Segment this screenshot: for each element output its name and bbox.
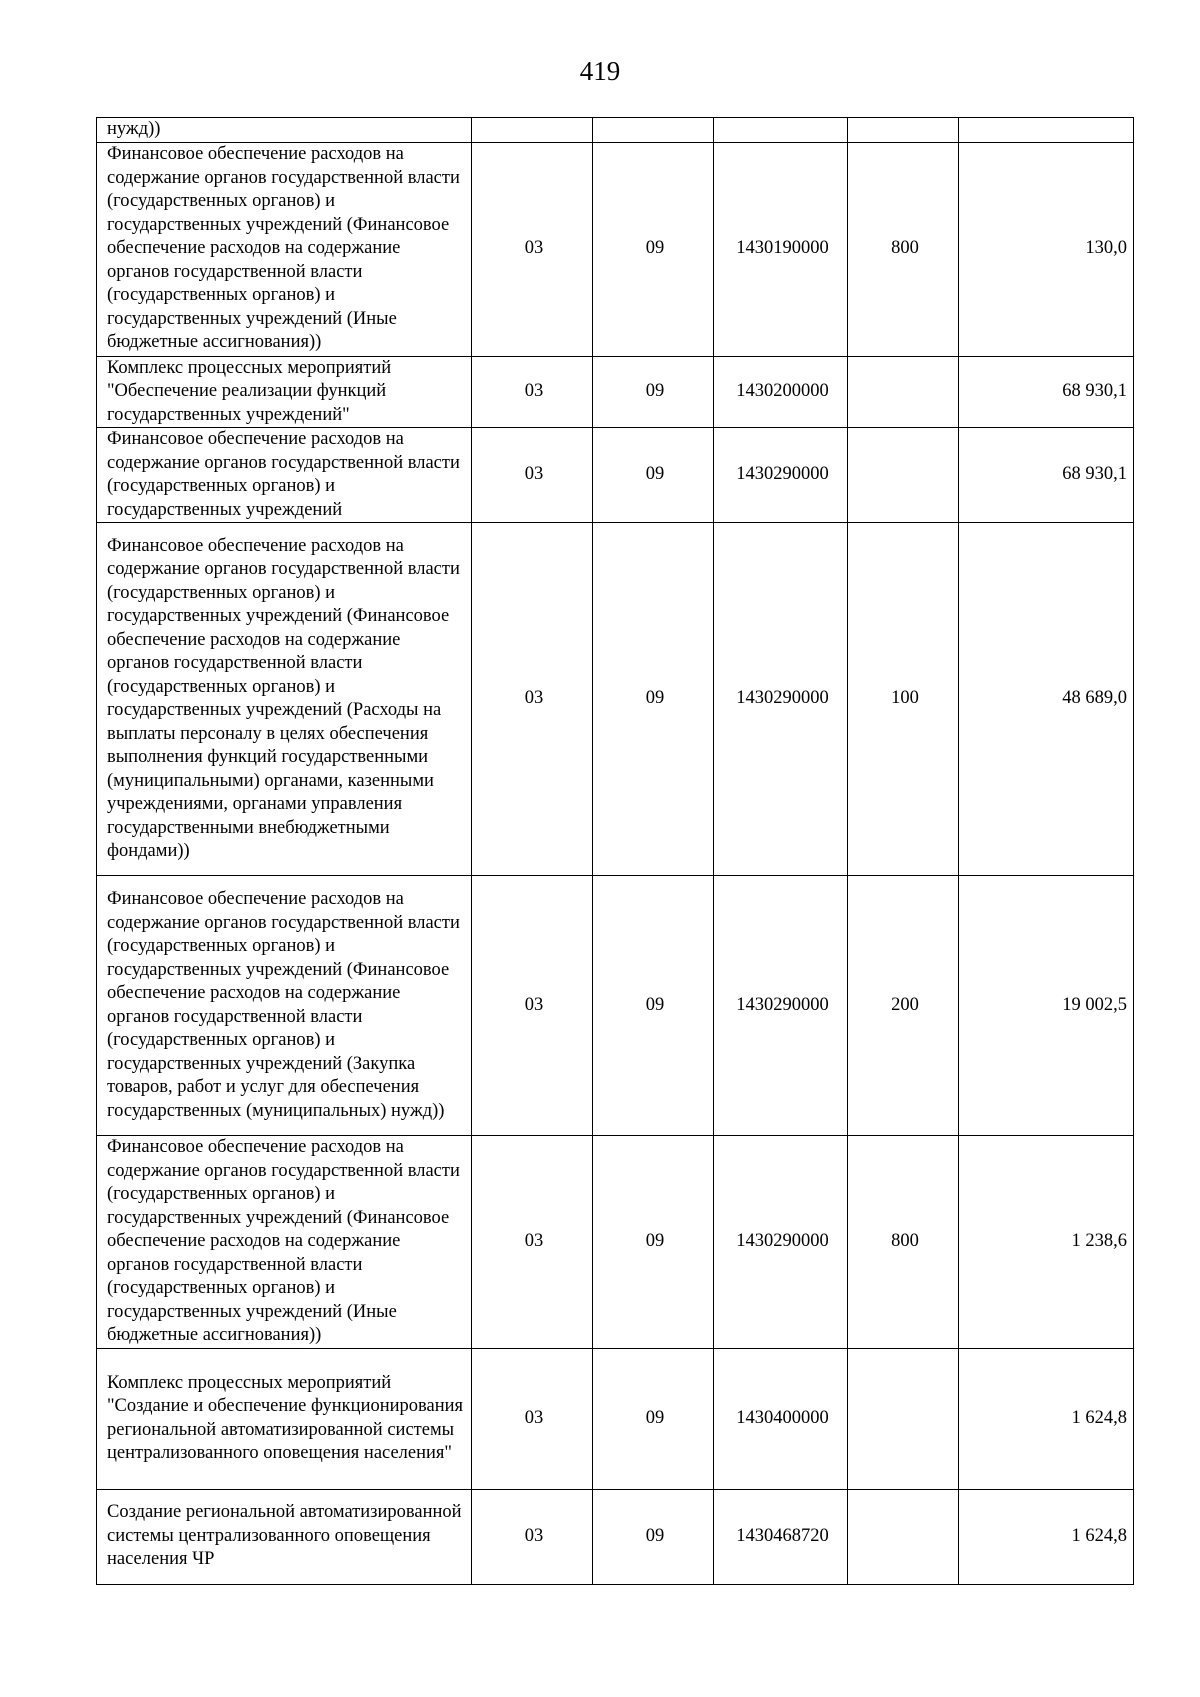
cell-amount: 48 689,0 xyxy=(959,523,1134,876)
cell-target: 1430290000 xyxy=(714,1136,848,1349)
cell-amount: 19 002,5 xyxy=(959,876,1134,1136)
cell-section: 03 xyxy=(472,876,593,1136)
cell-target: 1430290000 xyxy=(714,876,848,1136)
cell-section: 03 xyxy=(472,523,593,876)
cell-subsection: 09 xyxy=(593,142,714,356)
cell-subsection: 09 xyxy=(593,876,714,1136)
cell-subsection: 09 xyxy=(593,523,714,876)
cell-name: нужд)) xyxy=(97,118,472,143)
page-number: 419 xyxy=(579,56,621,86)
cell-amount xyxy=(959,118,1134,143)
table-row xyxy=(97,356,1134,428)
cell-section: 03 xyxy=(472,428,593,523)
cell-name: Финансовое обеспечение расходов на содержание органов государственной власти (государственных органов) и государственных учреждений (Финансовое обеспечение расходов на содержание органов государственной власти (государственных органов) и государственных учреждений (Закупка товаров, работ и услуг для обеспечения государственных (муниципальных) нужд)) xyxy=(97,876,472,1136)
cell-expense-type: 800 xyxy=(848,1136,959,1349)
cell-expense-type: 200 xyxy=(848,876,959,1136)
cell-amount: 68 930,1 xyxy=(959,428,1134,523)
cell-amount: 68 930,1 xyxy=(959,356,1134,428)
cell-name: Финансовое обеспечение расходов на содержание органов государственной власти (государственных органов) и государственных учреждений (Финансовое обеспечение расходов на содержание органов государственной власти (государственных органов) и государственных учреждений (Расходы на выплаты персоналу в целях обеспечения выполнения функций государственными (муниципальными) органами, казенными учреждениями, органами управления государственными внебюджетными фондами)) xyxy=(97,523,472,876)
cell-subsection: 09 xyxy=(593,428,714,523)
table-row xyxy=(97,142,1134,356)
cell-expense-type: 800 xyxy=(848,142,959,356)
cell-name: Комплекс процессных мероприятий "Создание и обеспечение функционирования региональной автоматизированной системы централизованного оповещения населения" xyxy=(97,1348,472,1489)
cell-target: 1430200000 xyxy=(714,356,848,428)
cell-subsection: 09 xyxy=(593,1489,714,1584)
table-row xyxy=(97,118,1134,143)
table-row xyxy=(97,1136,1134,1349)
cell-section xyxy=(472,118,593,143)
cell-name: Финансовое обеспечение расходов на содержание органов государственной власти (государственных органов) и государственных учреждений (Финансовое обеспечение расходов на содержание органов государственной власти (государственных органов) и государственных учреждений (Иные бюджетные ассигнования)) xyxy=(97,1136,472,1349)
cell-section: 03 xyxy=(472,356,593,428)
cell-amount: 1 624,8 xyxy=(959,1348,1134,1489)
cell-expense-type xyxy=(848,428,959,523)
table-row xyxy=(97,1489,1134,1584)
cell-expense-type xyxy=(848,356,959,428)
table-row xyxy=(97,523,1134,876)
cell-target: 1430190000 xyxy=(714,142,848,356)
cell-name: Финансовое обеспечение расходов на содержание органов государственной власти (государственных органов) и государственных учреждений xyxy=(97,428,472,523)
cell-expense-type: 100 xyxy=(848,523,959,876)
cell-amount: 1 238,6 xyxy=(959,1136,1134,1349)
cell-name: Комплекс процессных мероприятий "Обеспечение реализации функций государственных учреждений" xyxy=(97,356,472,428)
cell-amount: 1 624,8 xyxy=(959,1489,1134,1584)
cell-expense-type xyxy=(848,1489,959,1584)
cell-target: 1430290000 xyxy=(714,428,848,523)
table-row xyxy=(97,876,1134,1136)
cell-subsection xyxy=(593,118,714,143)
cell-expense-type xyxy=(848,1348,959,1489)
cell-name: Создание региональной автоматизированной системы централизованного оповещения населения ЧР xyxy=(97,1489,472,1584)
cell-target: 1430468720 xyxy=(714,1489,848,1584)
budget-table xyxy=(96,117,1134,1585)
cell-target: 1430290000 xyxy=(714,523,848,876)
table-row xyxy=(97,1348,1134,1489)
cell-subsection: 09 xyxy=(593,356,714,428)
cell-name: Финансовое обеспечение расходов на содержание органов государственной власти (государственных органов) и государственных учреждений (Финансовое обеспечение расходов на содержание органов государственной власти (государственных органов) и государственных учреждений (Иные бюджетные ассигнования)) xyxy=(97,142,472,356)
cell-expense-type xyxy=(848,118,959,143)
table-row xyxy=(97,428,1134,523)
cell-section: 03 xyxy=(472,142,593,356)
cell-subsection: 09 xyxy=(593,1136,714,1349)
cell-amount: 130,0 xyxy=(959,142,1134,356)
cell-subsection: 09 xyxy=(593,1348,714,1489)
cell-target xyxy=(714,118,848,143)
cell-target: 1430400000 xyxy=(714,1348,848,1489)
cell-section: 03 xyxy=(472,1136,593,1349)
cell-section: 03 xyxy=(472,1348,593,1489)
cell-section: 03 xyxy=(472,1489,593,1584)
